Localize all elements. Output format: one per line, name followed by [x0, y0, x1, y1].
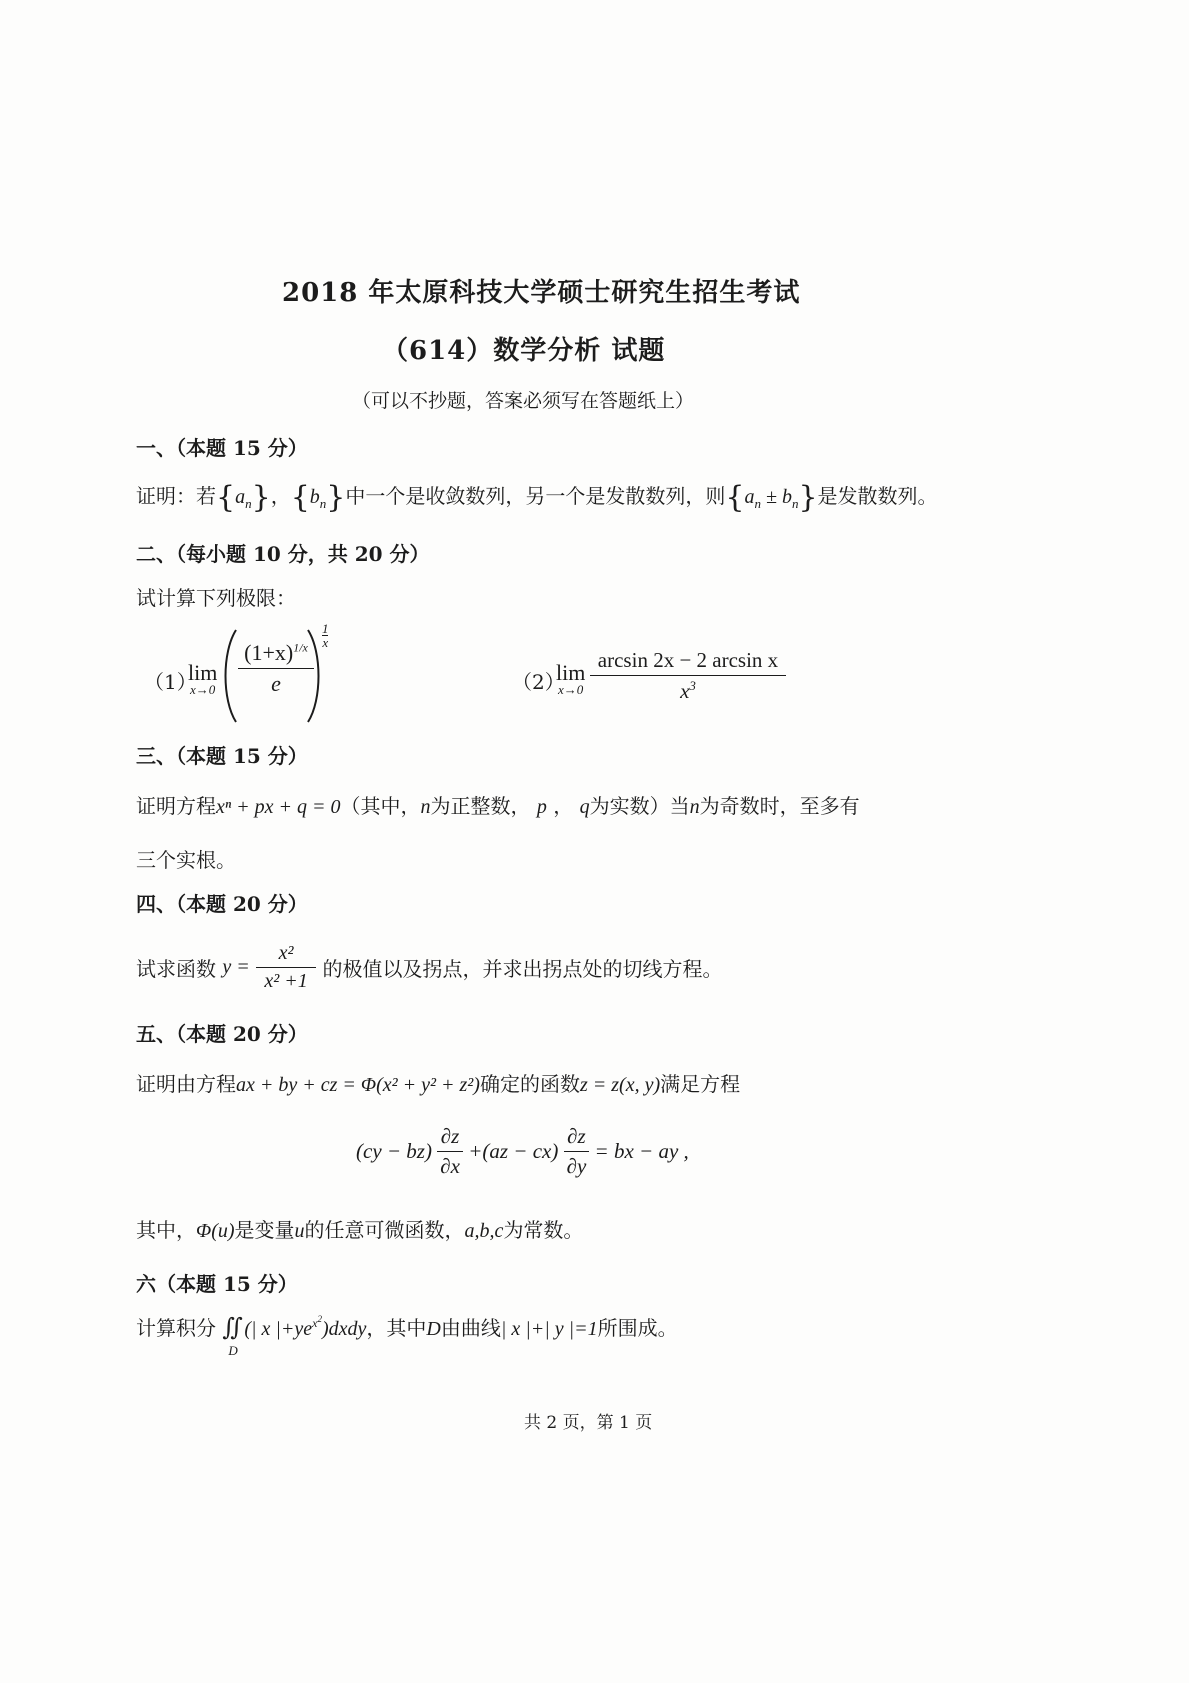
- q6-heading: 六（本题 15 分）: [136, 1272, 298, 1296]
- q6-integral-sign: [222, 1313, 244, 1358]
- q3-text-c: 为正整数，: [430, 794, 531, 818]
- q6-text-a: 计算积分: [136, 1316, 216, 1340]
- q5-text-b: 确定的函数: [479, 1072, 580, 1096]
- q5-heading: 五、（本题 20 分）: [136, 1022, 308, 1046]
- q2-part2-den-text: x: [680, 679, 690, 703]
- q2-part2-fraction: [590, 648, 786, 704]
- q6-integrand: (| x |+ye: [244, 1318, 313, 1340]
- q4-y-eq: y =: [222, 956, 250, 978]
- q5-dz-dy: [564, 1124, 590, 1179]
- seq-sum: $\{a_n \pm b_n\}$: [725, 480, 818, 515]
- q3-text-a: 证明方程: [136, 794, 216, 818]
- q5-pde-left: (cy − bz): [356, 1139, 432, 1163]
- q6-integral-symbol: ∬: [222, 1313, 243, 1341]
- q5-text-a: 证明由方程: [136, 1072, 236, 1096]
- q3-text-d: 为实数）当: [589, 794, 690, 818]
- q3-var-q: q: [579, 796, 590, 818]
- q3-heading: 三、（本题 15 分）: [136, 744, 308, 768]
- seq-a: $\{a_n\}$: [216, 480, 271, 515]
- q3-var-n: n: [420, 796, 431, 818]
- lim-symbol-2: lim: [556, 660, 586, 685]
- q4-numerator: x²: [278, 942, 294, 964]
- q5-pde-rhs: = bx − ay ,: [594, 1139, 689, 1163]
- q1-text-b: 中一个是收敛数列，另一个是发散数列，则: [345, 484, 726, 508]
- q5-line1: [136, 1068, 740, 1097]
- q3-text-b: （其中，: [340, 794, 421, 818]
- q5-equation-2: z = z(x, y): [579, 1074, 661, 1096]
- q2-part1-denominator: e: [271, 671, 281, 696]
- lim-subscript-2: x→0: [558, 682, 584, 697]
- q5-text-g: 为常数。: [503, 1218, 584, 1242]
- q2-intro: 试计算下列极限：: [136, 586, 296, 610]
- q6-integral-domain: D: [228, 1343, 238, 1358]
- q4-text-a: 试求函数: [136, 957, 216, 981]
- q2-part2-lim: [556, 660, 585, 698]
- q3-text-e: 为奇数时，至多有: [699, 794, 860, 818]
- q3-var-n-2: n: [689, 796, 700, 818]
- q6-exp: x2: [312, 1314, 322, 1331]
- q5-text-e: 是变量: [234, 1218, 295, 1242]
- q2-part1-numerator: [238, 640, 314, 666]
- q2-part1-label: （1）: [144, 670, 197, 694]
- q6-text-d: 所围成。: [597, 1316, 678, 1340]
- q2-part2-denominator: $x^3$: [680, 678, 696, 703]
- exam-note: （可以不抄题，答案必须写在答题纸上）: [352, 390, 695, 412]
- q5-dz-1: ∂z: [440, 1124, 460, 1148]
- q5-equation-1: ax + by + cz = Φ(x² + y² + z²): [236, 1074, 480, 1096]
- q2-part1-paren-left: [218, 628, 238, 724]
- q5-pde: [356, 1124, 689, 1179]
- q5-phi: Φ(u): [196, 1220, 235, 1242]
- q2-part1-outer-exp: 1 x: [322, 621, 329, 650]
- q6-domain-d: D: [426, 1318, 441, 1340]
- q4-denominator: x² +1: [264, 970, 308, 992]
- q5-abc: a,b,c: [464, 1220, 504, 1242]
- seq-b: $\{b_n\}$: [290, 480, 346, 515]
- q4-fraction: [256, 942, 316, 993]
- q4-heading: 四、（本题 20 分）: [136, 892, 308, 916]
- q6-integrand-end: )dxdy: [321, 1318, 367, 1340]
- lim-subscript: x→0: [190, 682, 216, 697]
- q6-curve: | x |+| y |=1: [500, 1318, 598, 1340]
- q3-comma: ，: [553, 794, 574, 818]
- q2-part2-numerator: arcsin 2x − 2 arcsin x: [597, 648, 779, 672]
- q5-text-d: 其中，: [136, 1218, 196, 1242]
- q5-dz-dx: [437, 1124, 463, 1179]
- q3-equation: xⁿ + px + q = 0: [216, 796, 341, 818]
- q2-part1-num-text: (1+x): [244, 640, 294, 665]
- q5-dx: ∂x: [440, 1154, 460, 1178]
- q6-text: [136, 1312, 678, 1358]
- q3-var-p: p: [536, 796, 547, 818]
- q1-text: 证明：若$\{a_n\}$，$\{b_n\}$中一个是收敛数列，另一个是发散数列，则$\{a_n \pm b_n\}$是发散数列。: [136, 480, 938, 515]
- q5-line3: [136, 1214, 583, 1243]
- exam-subtitle: （614）数学分析 试题: [382, 336, 666, 366]
- lim-symbol: lim: [188, 660, 218, 685]
- q2-part1-fraction: [238, 640, 314, 697]
- q1-heading: 一、（本题 15 分）: [136, 436, 308, 460]
- q3-line1: [136, 790, 860, 819]
- q2-part1-lim: [188, 660, 217, 698]
- q5-var-u: u: [294, 1220, 305, 1242]
- q5-dy: ∂y: [566, 1154, 587, 1178]
- q2-heading: 二、（每小题 10 分，共 20 分）: [136, 542, 430, 566]
- q5-text-c: 满足方程: [660, 1072, 741, 1096]
- q1-text-c: 是发散数列。: [817, 484, 938, 508]
- q5-text-f: 的任意可微函数，: [304, 1218, 465, 1242]
- q1-text-a: 证明：若: [136, 484, 216, 508]
- q4-text-b: 的极值以及拐点，并求出拐点处的切线方程。: [322, 957, 723, 981]
- q4-text: [136, 942, 722, 993]
- q6-text-b: ，其中: [366, 1316, 427, 1340]
- q2-part2-label: （2）: [512, 670, 565, 694]
- q5-dz-2: ∂z: [567, 1124, 586, 1148]
- q2-part1-num-exp: 1/x: [293, 640, 308, 655]
- q6-text-c: 由曲线: [440, 1316, 501, 1340]
- exam-title: 2018 年太原科技大学硕士研究生招生考试: [282, 278, 801, 308]
- page-footer: 共 2 页，第 1 页: [524, 1413, 653, 1433]
- q5-pde-mid: +(az − cx): [468, 1139, 559, 1163]
- q3-line2: 三个实根。: [136, 848, 236, 872]
